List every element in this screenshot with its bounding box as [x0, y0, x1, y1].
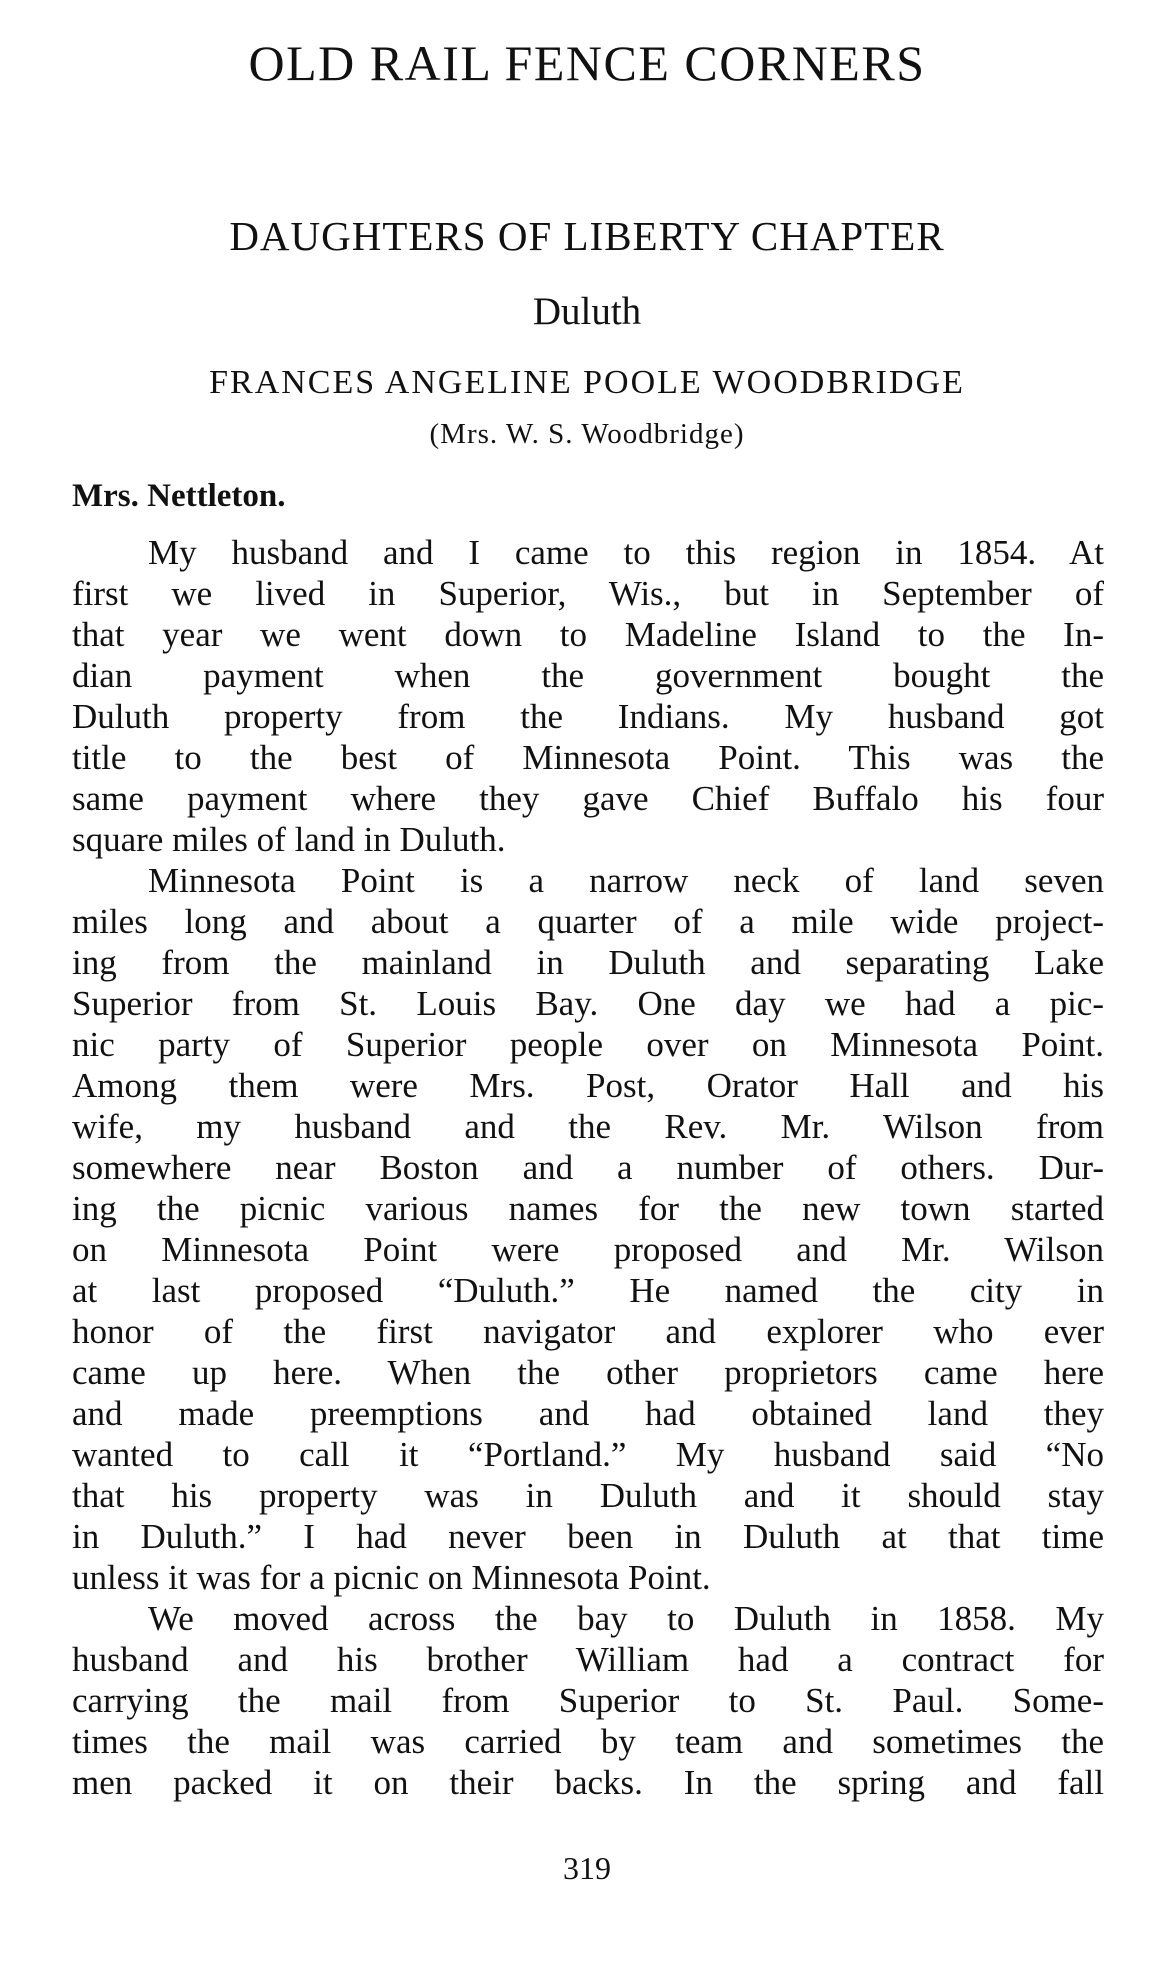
text-line: first we lived in Superior, Wis., but in September of	[72, 574, 1104, 613]
text-line: came up here. When the other proprietors came here	[72, 1353, 1104, 1392]
text-line: Duluth property from the Indians. My husband got	[72, 697, 1104, 736]
text-line: We moved across the bay to Duluth in 1858. My	[148, 1599, 1104, 1638]
text-line: and made preemptions and had obtained land they	[72, 1394, 1104, 1433]
text-line: honor of the first navigator and explorer who ever	[72, 1312, 1104, 1351]
author-name: FRANCES ANGELINE POOLE WOODBRIDGE	[209, 364, 965, 401]
text-line: carrying the mail from Superior to St. Paul. Some-	[72, 1681, 1104, 1720]
text-line: ing from the mainland in Duluth and separating Lake	[72, 943, 1104, 982]
paragraph-2	[72, 860, 1104, 1598]
text-line: wife, my husband and the Rev. Mr. Wilson from	[72, 1107, 1104, 1146]
paragraph-1	[72, 532, 1104, 860]
text-line: wanted to call it “Portland.” My husband said “No	[72, 1435, 1104, 1474]
text-line: square miles of land in Duluth.	[72, 820, 506, 859]
text-line: nic party of Superior people over on Minnesota Point.	[72, 1025, 1104, 1064]
text-line: miles long and about a quarter of a mile wide project-	[72, 902, 1104, 941]
text-line: Minnesota Point is a narrow neck of land seven	[148, 861, 1104, 900]
text-line: My husband and I came to this region in 1854. At	[148, 533, 1104, 572]
text-line: on Minnesota Point were proposed and Mr. Wilson	[72, 1230, 1104, 1269]
text-line: that year we went down to Madeline Island to the In-	[72, 615, 1104, 654]
text-line: times the mail was carried by team and sometimes the	[72, 1722, 1104, 1761]
running-head: OLD RAIL FENCE CORNERS	[248, 35, 926, 91]
speaker-name: Mrs. Nettleton.	[72, 478, 286, 514]
text-line: title to the best of Minnesota Point. This was the	[72, 738, 1104, 777]
text-line: men packed it on their backs. In the spring and fall	[72, 1763, 1104, 1802]
text-line: unless it was for a picnic on Minnesota Point.	[72, 1558, 711, 1597]
text-line: somewhere near Boston and a number of others. Dur-	[72, 1148, 1104, 1187]
text-line: that his property was in Duluth and it should stay	[72, 1476, 1104, 1515]
city-heading: Duluth	[532, 290, 642, 333]
text-line: dian payment when the government bought the	[72, 656, 1104, 695]
text-line: same payment where they gave Chief Buffalo his four	[72, 779, 1104, 818]
chapter-heading: DAUGHTERS OF LIBERTY CHAPTER	[229, 213, 945, 259]
text-line: at last proposed “Duluth.” He named the city in	[72, 1271, 1104, 1310]
body-text	[72, 532, 1104, 1803]
author-alias: (Mrs. W. S. Woodbridge)	[429, 418, 745, 450]
text-line: Among them were Mrs. Post, Orator Hall and his	[72, 1066, 1104, 1105]
text-line: ing the picnic various names for the new town started	[72, 1189, 1104, 1228]
text-line: husband and his brother William had a contract for	[72, 1640, 1104, 1679]
text-line: Superior from St. Louis Bay. One day we had a pic-	[72, 984, 1104, 1023]
text-line: in Duluth.” I had never been in Duluth at that time	[72, 1517, 1104, 1556]
paragraph-3	[72, 1598, 1104, 1803]
page-number: 319	[563, 1850, 611, 1886]
